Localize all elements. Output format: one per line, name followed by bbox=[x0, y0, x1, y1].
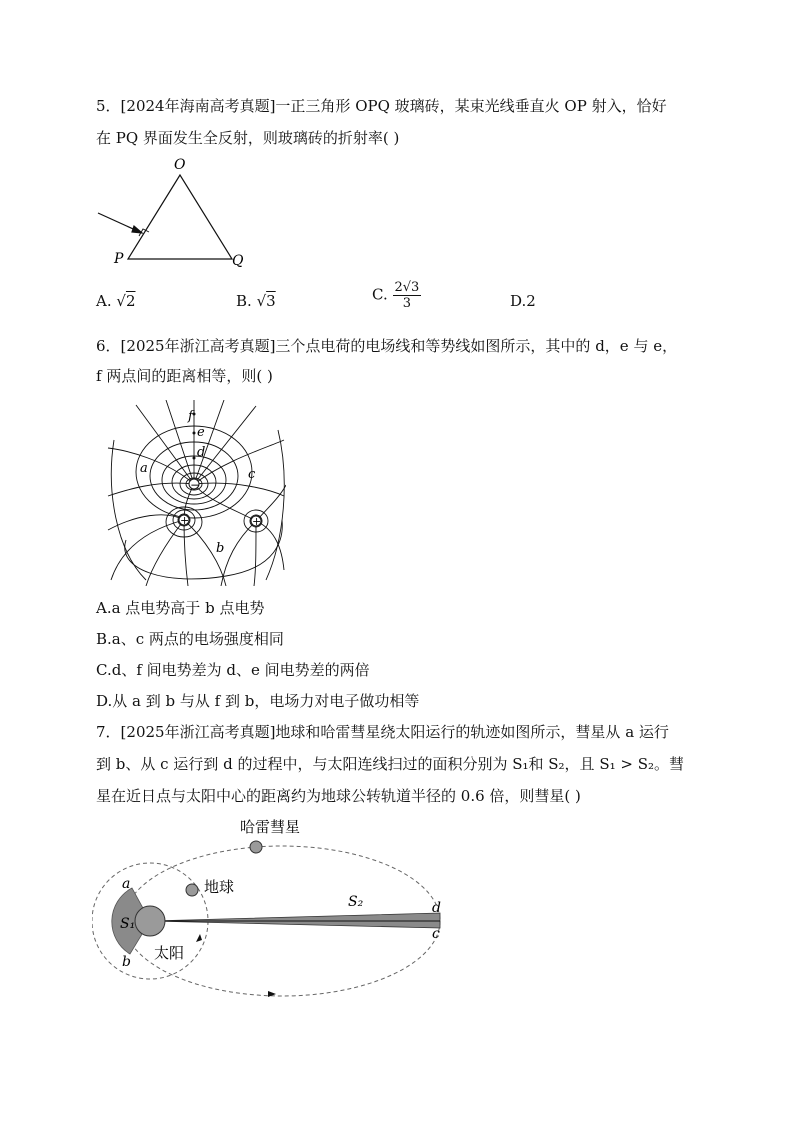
svg-text:−: − bbox=[190, 478, 201, 492]
label-d: d bbox=[197, 445, 206, 460]
q7-line-3: 星在近日点与太阳中心的距离约为地球公转轨道半径的 0.6 倍，则彗星( ) bbox=[96, 787, 581, 805]
q6-option-d[interactable]: D.从 a 到 b 与从 f 到 b，电场力对电子做功相等 bbox=[96, 692, 420, 710]
label-p: P bbox=[114, 251, 124, 267]
q6-option-a[interactable]: A.a 点电势高于 b 点电势 bbox=[96, 599, 265, 617]
label-c: c bbox=[248, 467, 256, 482]
orbit-figure bbox=[92, 816, 472, 1006]
label-o: O bbox=[174, 157, 186, 173]
field-lines-figure bbox=[106, 400, 286, 586]
label-d: d bbox=[432, 900, 441, 916]
label-s2: S₂ bbox=[348, 894, 364, 910]
label-a: a bbox=[140, 461, 148, 476]
q7-line-1: 7．[2025年浙江高考真题]地球和哈雷彗星绕太阳运行的轨迹如图所示，彗星从 a 运行 bbox=[96, 723, 669, 741]
q5-line-2: 在 PQ 界面发生全反射，则玻璃砖的折射率( ) bbox=[96, 129, 400, 147]
label-c: c bbox=[432, 926, 440, 942]
label-b: b bbox=[122, 954, 131, 970]
q5-option-a[interactable]: A. √2 bbox=[96, 292, 136, 310]
ray-arrow-icon bbox=[132, 226, 142, 233]
q7-line-2: 到 b、从 c 运行到 d 的过程中，与太阳连线扫过的面积分别为 S₁和 S₂，且 S₁ > S₂。彗 bbox=[96, 755, 685, 773]
q5-option-b[interactable]: B. √3 bbox=[236, 292, 276, 310]
earth-icon bbox=[186, 884, 198, 896]
svg-text:+: + bbox=[180, 514, 190, 527]
label-a: a bbox=[122, 876, 131, 892]
q6-line-1: 6．[2025年浙江高考真题]三个点电荷的电场线和等势线如图所示，其中的 d，e 与 e， bbox=[96, 337, 678, 355]
triangle-opq bbox=[128, 175, 232, 259]
label-q: Q bbox=[232, 253, 244, 269]
label-f: f bbox=[188, 409, 193, 424]
q5-option-c[interactable]: C. $\frac{2√3}{3}$ bbox=[372, 280, 420, 311]
earth-label: 地球 bbox=[204, 878, 235, 896]
q5-option-d[interactable]: D.2 bbox=[510, 292, 536, 310]
svg-text:+: + bbox=[252, 515, 262, 528]
q5-line-1: 5．[2024年海南高考真题]一正三角形 OPQ 玻璃砖，某束光线垂直火 OP 射入，恰好 bbox=[96, 97, 667, 115]
earth-direction-arrow-icon bbox=[196, 934, 202, 942]
q6-option-b[interactable]: B.a、c 两点的电场强度相同 bbox=[96, 630, 284, 648]
label-b: b bbox=[216, 541, 225, 556]
comet-label: 哈雷彗星 bbox=[240, 818, 301, 836]
label-e: e bbox=[197, 425, 205, 440]
triangle-figure bbox=[92, 155, 252, 270]
q6-option-c[interactable]: C.d、f 间电势差为 d、e 间电势差的两倍 bbox=[96, 661, 370, 679]
sun-label: 太阳 bbox=[154, 944, 185, 962]
sun-icon bbox=[135, 906, 165, 936]
label-s1: S₁ bbox=[120, 916, 136, 932]
q6-line-2: f 两点间的距离相等，则( ) bbox=[96, 367, 273, 385]
comet-icon bbox=[250, 841, 262, 853]
